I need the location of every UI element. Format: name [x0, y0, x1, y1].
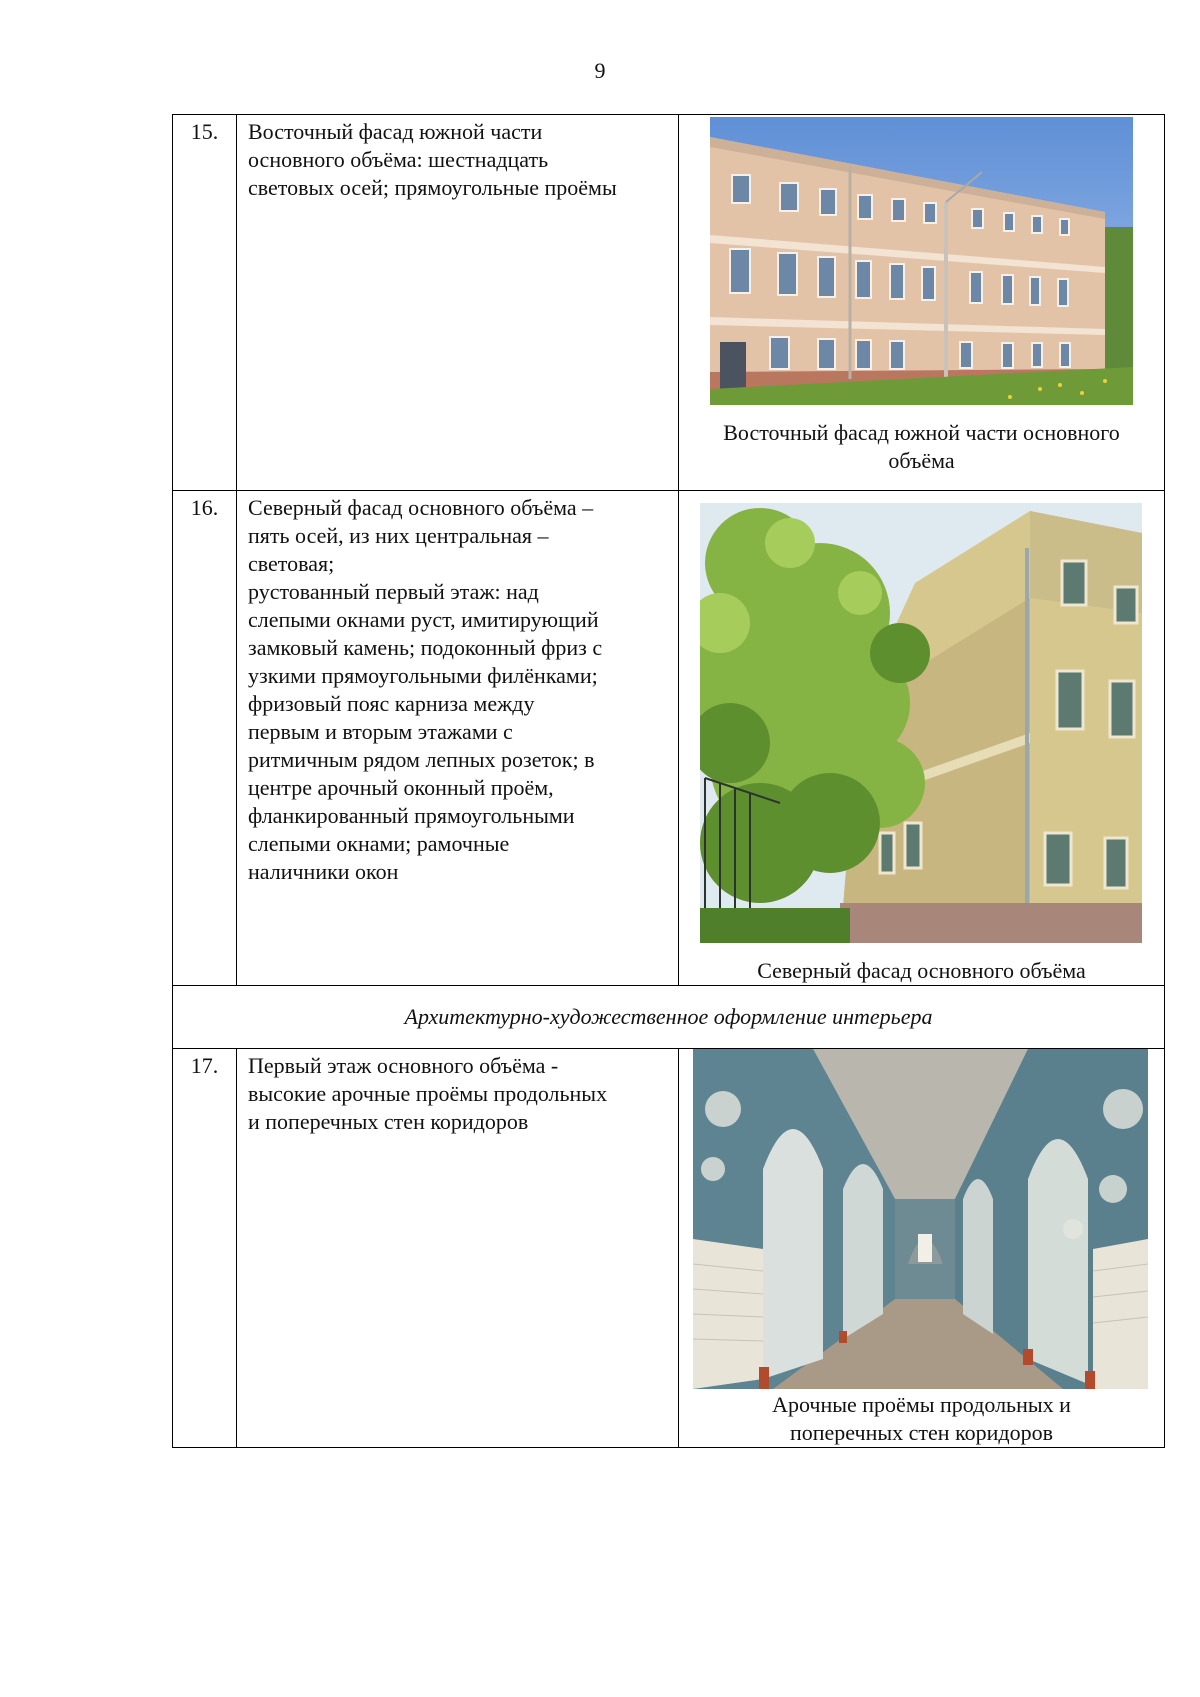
north-facade-photo	[700, 503, 1142, 943]
table-row	[173, 491, 1165, 986]
row-description	[237, 115, 679, 491]
photo-cell	[679, 1049, 1165, 1448]
photo-cell	[679, 115, 1165, 491]
photo-caption: Северный фасад основного объёма	[757, 958, 1086, 983]
section-title: Архитектурно-художественное оформление интерьера	[404, 1004, 933, 1029]
table-row	[173, 1049, 1165, 1448]
description-text: Первый этаж основного объёма - высокие арочные проёмы продольных и поперечных стен коридоров	[248, 1053, 608, 1134]
monument-features-table	[172, 114, 1165, 1448]
photo-cell	[679, 491, 1165, 986]
page-number: 9	[594, 58, 606, 83]
row-description	[237, 1049, 679, 1448]
description-text: Северный фасад основного объёма – пять осей, из них центральная – световая; рустованный первый этаж: над слепыми окнами руст, имитирующий замковый камень; подоконный фриз с узкими прямоугольными филёнками; фризовый пояс карниза между первым и вторым этажами с ритмичным рядом лепных розеток; в центре арочный оконный проём, фланкированный прямоугольными слепыми окнами; рамочные наличники окон	[248, 495, 603, 884]
photo-caption: Восточный фасад южной части основного объёма	[723, 420, 1120, 473]
row-number: 17.	[173, 1049, 237, 1448]
row-number: 15.	[173, 115, 237, 491]
corridor-photo	[693, 1049, 1148, 1389]
section-row	[173, 986, 1165, 1049]
row-number: 16.	[173, 491, 237, 986]
description-text: Восточный фасад южной части основного объёма: шестнадцать световых осей; прямоугольные проёмы	[248, 119, 617, 200]
photo-caption: Арочные проёмы продольных и поперечных стен коридоров	[772, 1392, 1071, 1445]
row-description	[237, 491, 679, 986]
section-cell	[173, 986, 1165, 1049]
table-row	[173, 115, 1165, 491]
east-facade-photo	[710, 117, 1133, 405]
